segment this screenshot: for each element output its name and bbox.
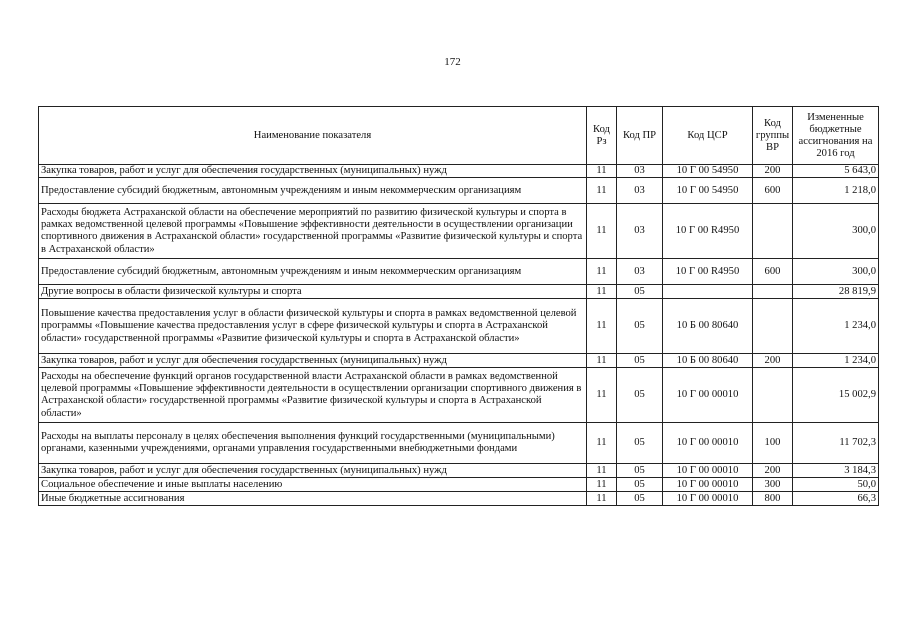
cell-rz: 11	[587, 259, 617, 285]
cell-rz: 11	[587, 423, 617, 464]
cell-amount: 1 234,0	[793, 354, 879, 368]
cell-pr: 05	[617, 299, 663, 354]
cell-pr: 05	[617, 285, 663, 299]
cell-csr: 10 Г 00 R4950	[663, 204, 753, 259]
cell-csr: 10 Г 00 00010	[663, 368, 753, 423]
cell-pr: 03	[617, 204, 663, 259]
cell-vr: 600	[753, 259, 793, 285]
table-row	[39, 464, 879, 478]
cell-pr: 05	[617, 492, 663, 506]
table-row	[39, 299, 879, 354]
cell-amount: 3 184,3	[793, 464, 879, 478]
cell-amount: 300,0	[793, 259, 879, 285]
cell-vr: 200	[753, 165, 793, 178]
cell-vr: 800	[753, 492, 793, 506]
cell-name: Другие вопросы в области физической культуры и спорта	[39, 285, 587, 299]
cell-rz: 11	[587, 178, 617, 204]
cell-name: Повышение качества предоставления услуг в области физической культуры и спорта в рамках ведомственной целевой программы «Повышение качества предоставления услуг в сфере физической культуры и спорта в Астраханской области» государственной программы «Развитие физической культуры и спорта в Астраханской области»	[39, 299, 587, 354]
header-amount: Измененные бюджетные ассигнования на 2016 год	[793, 107, 879, 165]
page-number: 172	[444, 56, 461, 68]
cell-pr: 03	[617, 259, 663, 285]
budget-table	[38, 106, 879, 506]
cell-name: Закупка товаров, работ и услуг для обеспечения государственных (муниципальных) нужд	[39, 165, 587, 178]
cell-pr: 05	[617, 354, 663, 368]
cell-vr	[753, 299, 793, 354]
cell-name: Расходы на обеспечение функций органов государственной власти Астраханской области в рамках ведомственной целевой программы «Повышение эффективности деятельности в осуществлении организации спортивного движения в Астраханской области» государственной программы «Развитие физической культуры и спорта в Астраханской области»	[39, 368, 587, 423]
cell-rz: 11	[587, 464, 617, 478]
cell-rz: 11	[587, 354, 617, 368]
cell-pr: 03	[617, 165, 663, 178]
header-rz: Код Рз	[587, 107, 617, 165]
cell-vr	[753, 285, 793, 299]
cell-pr: 03	[617, 178, 663, 204]
cell-amount: 300,0	[793, 204, 879, 259]
cell-amount: 1 218,0	[793, 178, 879, 204]
cell-rz: 11	[587, 285, 617, 299]
cell-rz: 11	[587, 165, 617, 178]
table-row	[39, 423, 879, 464]
cell-csr: 10 Г 00 00010	[663, 464, 753, 478]
cell-csr: 10 Г 00 54950	[663, 165, 753, 178]
cell-vr: 300	[753, 478, 793, 492]
cell-name: Закупка товаров, работ и услуг для обеспечения государственных (муниципальных) нужд	[39, 464, 587, 478]
cell-vr	[753, 204, 793, 259]
cell-csr	[663, 285, 753, 299]
cell-name: Закупка товаров, работ и услуг для обеспечения государственных (муниципальных) нужд	[39, 354, 587, 368]
cell-name: Расходы на выплаты персоналу в целях обеспечения выполнения функций государственными (муниципальными) органами, казенными учреждениями, органами управления государственными внебюджетными фондами	[39, 423, 587, 464]
cell-amount: 50,0	[793, 478, 879, 492]
cell-rz: 11	[587, 368, 617, 423]
cell-rz: 11	[587, 492, 617, 506]
header-pr: Код ПР	[617, 107, 663, 165]
table-row	[39, 368, 879, 423]
table-row	[39, 354, 879, 368]
cell-rz: 11	[587, 204, 617, 259]
cell-csr: 10 Б 00 80640	[663, 354, 753, 368]
table-row	[39, 178, 879, 204]
cell-name: Предоставление субсидий бюджетным, автономным учреждениям и иным некоммерческим организациям	[39, 178, 587, 204]
table-row	[39, 492, 879, 506]
cell-rz: 11	[587, 299, 617, 354]
table-row	[39, 259, 879, 285]
cell-amount: 11 702,3	[793, 423, 879, 464]
cell-vr: 200	[753, 464, 793, 478]
cell-csr: 10 Г 00 00010	[663, 478, 753, 492]
header-name: Наименование показателя	[39, 107, 587, 165]
cell-name: Расходы бюджета Астраханской области на обеспечение мероприятий по развитию физической культуры и спорта в рамках ведомственной целевой программы «Повышение эффективности деятельности в осуществлении организации спортивного движения в Астраханской области» государственной программы «Развитие физической культуры и спорта в Астраханской области»	[39, 204, 587, 259]
cell-csr: 10 Г 00 00010	[663, 423, 753, 464]
cell-amount: 5 643,0	[793, 165, 879, 178]
cell-vr: 600	[753, 178, 793, 204]
cell-pr: 05	[617, 368, 663, 423]
table-body	[39, 165, 879, 506]
cell-name: Социальное обеспечение и иные выплаты населению	[39, 478, 587, 492]
header-csr: Код ЦСР	[663, 107, 753, 165]
cell-csr: 10 Г 00 R4950	[663, 259, 753, 285]
table-row	[39, 204, 879, 259]
cell-name: Иные бюджетные ассигнования	[39, 492, 587, 506]
cell-amount: 15 002,9	[793, 368, 879, 423]
cell-amount: 1 234,0	[793, 299, 879, 354]
table-row	[39, 478, 879, 492]
cell-csr: 10 Г 00 00010	[663, 492, 753, 506]
cell-pr: 05	[617, 423, 663, 464]
table-row	[39, 285, 879, 299]
cell-csr: 10 Г 00 54950	[663, 178, 753, 204]
table-row	[39, 165, 879, 178]
cell-vr	[753, 368, 793, 423]
cell-pr: 05	[617, 464, 663, 478]
cell-vr: 200	[753, 354, 793, 368]
cell-pr: 05	[617, 478, 663, 492]
cell-rz: 11	[587, 478, 617, 492]
cell-amount: 66,3	[793, 492, 879, 506]
table-header-row	[39, 107, 879, 165]
cell-vr: 100	[753, 423, 793, 464]
header-vr: Код группы ВР	[753, 107, 793, 165]
cell-csr: 10 Б 00 80640	[663, 299, 753, 354]
cell-name: Предоставление субсидий бюджетным, автономным учреждениям и иным некоммерческим организациям	[39, 259, 587, 285]
cell-amount: 28 819,9	[793, 285, 879, 299]
